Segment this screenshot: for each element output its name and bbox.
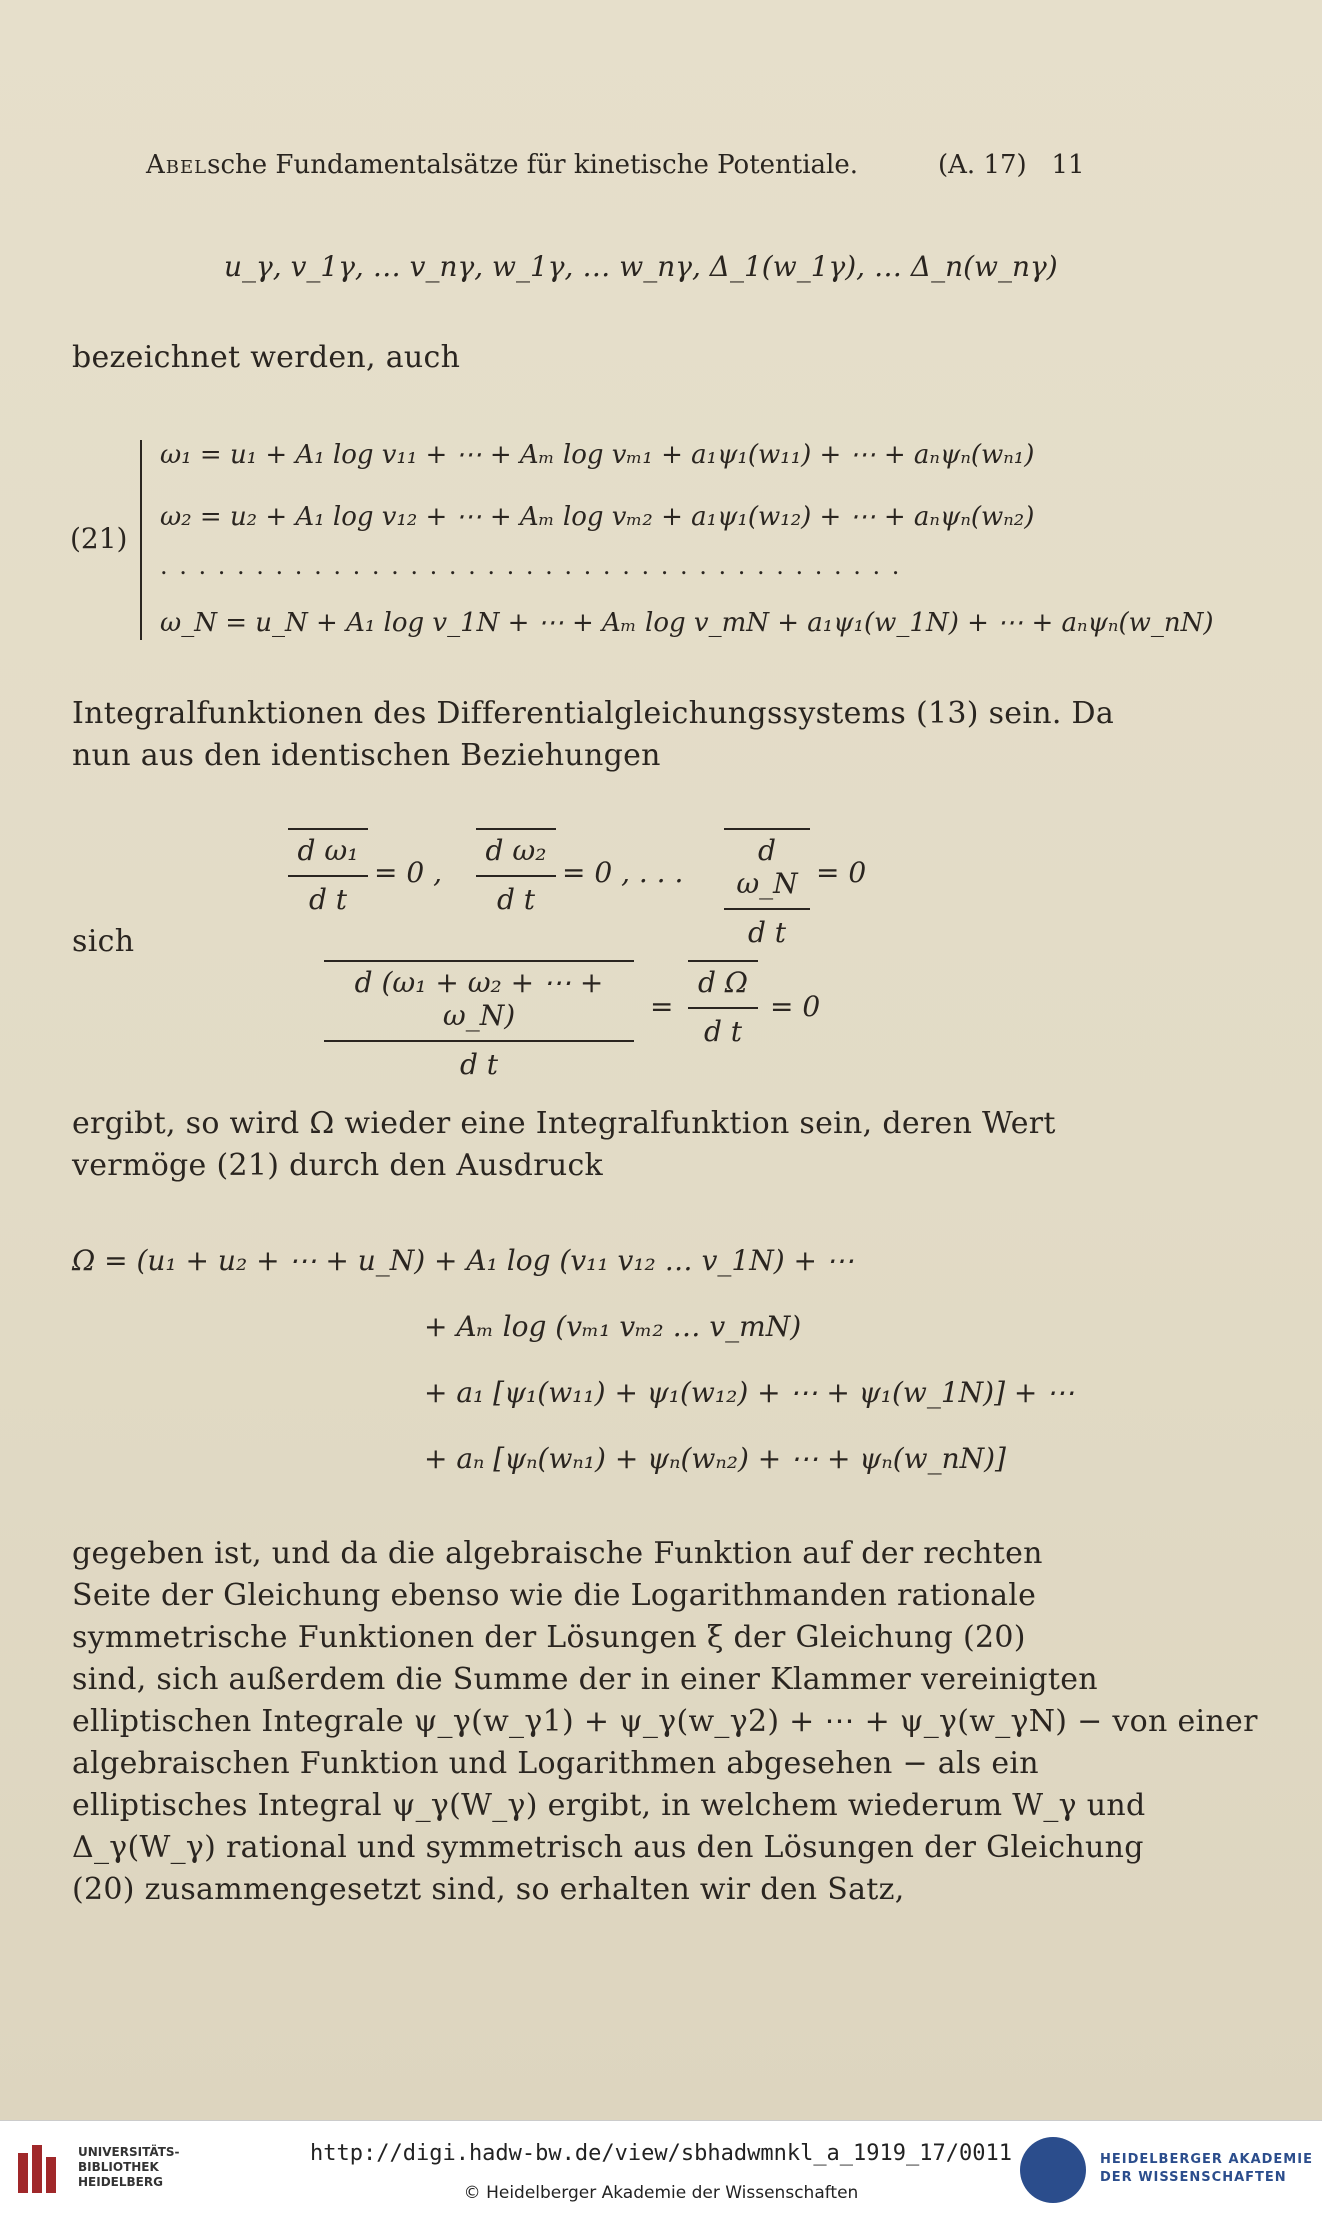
text-sich: sich <box>72 924 135 959</box>
library-name-line: UNIVERSITÄTS- <box>78 2145 180 2159</box>
system-row-N: ω_N = u_N + A₁ log v_1N + ⋯ + Aₘ log v_mN + a₁ψ₁(w_1N) + ⋯ + aₙψₙ(w_nN) <box>160 608 1214 638</box>
fraction-rhs: = 0 , <box>374 856 442 889</box>
omega-line-2: + Aₘ log (vₘ₁ vₘ₂ … v_mN) <box>424 1310 802 1343</box>
fraction-denominator: d t <box>496 883 536 916</box>
system-row-2: ω₂ = u₂ + A₁ log v₁₂ + ⋯ + Aₘ log vₘ₂ + a₁ψ₁(w₁₂) + ⋯ + aₙψₙ(wₙ₂) <box>160 502 1035 532</box>
text-para-line-3: symmetrische Funktionen der Lösungen ξ der Gleichung (20) <box>72 1620 1026 1655</box>
academy-name-line: HEIDELBERGER AKADEMIE <box>1100 2152 1313 2167</box>
fraction-denominator: d t <box>308 883 348 916</box>
fraction-rhs: = 0 <box>816 856 867 889</box>
copyright-text: © Heidelberger Akademie der Wissenschaften <box>463 2183 859 2203</box>
top-equation: u_γ, v_1γ, … v_nγ, w_1γ, … w_nγ, Δ_1(w_1γ), … Δ_n(w_nγ) <box>224 250 1058 283</box>
library-name-line: HEIDELBERG <box>78 2175 163 2189</box>
header-title: sche Fundamentalsätze für kinetische Potentiale. <box>207 150 859 180</box>
fraction-omega2 <box>476 828 556 916</box>
text-para-line-4: sind, sich außerdem die Summe der in einer Klammer vereinigten <box>72 1662 1098 1697</box>
fraction-omega1 <box>288 828 368 916</box>
fraction-numerator: d ω_N <box>724 828 810 910</box>
header-author: Abel <box>146 150 208 180</box>
system-row-1: ω₁ = u₁ + A₁ log v₁₁ + ⋯ + Aₘ log vₘ₁ + a₁ψ₁(w₁₁) + ⋯ + aₙψₙ(wₙ₁) <box>160 440 1035 470</box>
text-ergibt: ergibt, so wird Ω wieder eine Integralfunktion sein, deren Wert <box>72 1106 1056 1141</box>
system-brace <box>140 440 156 640</box>
fraction-numerator: d (ω₁ + ω₂ + ⋯ + ω_N) <box>324 960 634 1042</box>
academy-name-line: DER WISSENSCHAFTEN <box>1100 2170 1287 2185</box>
text-para-line-7: elliptisches Integral ψ_γ(W_γ) ergibt, in welchem wiederum W_γ und <box>72 1788 1146 1823</box>
text-para-line-1: gegeben ist, und da die algebraische Funktion auf der rechten <box>72 1536 1043 1571</box>
section-label: (A. 17) <box>938 150 1027 180</box>
page-number: 11 <box>1051 150 1085 180</box>
text-para-line-6: algebraischen Funktion und Logarithmen abgesehen − als ein <box>72 1746 1039 1781</box>
running-header <box>146 150 858 180</box>
fraction-denominator: d t <box>703 1015 743 1048</box>
text-vermoege: vermöge (21) durch den Ausdruck <box>72 1148 604 1183</box>
fraction-numerator: d Ω <box>688 960 758 1009</box>
fraction-d-omega <box>688 960 758 1048</box>
fraction-rhs: = <box>650 990 674 1023</box>
fraction-rhs: = 0 <box>770 990 821 1023</box>
text-para-line-9: (20) zusammengesetzt sind, so erhalten wir den Satz, <box>72 1872 905 1907</box>
text-nun-aus: nun aus den identischen Beziehungen <box>72 738 661 773</box>
academy-name <box>1100 2151 1313 2187</box>
text-para-line-2: Seite der Gleichung ebenso wie die Logarithmanden rationale <box>72 1578 1037 1613</box>
fraction-omegaN <box>724 828 810 949</box>
text-para-line-5: elliptischen Integrale ψ_γ(w_γ1) + ψ_γ(w_γ2) + ⋯ + ψ_γ(w_γN) − von einer <box>72 1704 1258 1739</box>
library-name-line: BIBLIOTHEK <box>78 2160 159 2174</box>
fraction-numerator: d ω₁ <box>288 828 368 877</box>
fraction-denominator: d t <box>459 1048 499 1081</box>
academy-seal-icon <box>1020 2137 1086 2203</box>
fraction-denominator: d t <box>747 916 787 949</box>
fraction-numerator: d ω₂ <box>476 828 556 877</box>
omega-line-4: + aₙ [ψₙ(wₙ₁) + ψₙ(wₙ₂) + ⋯ + ψₙ(w_nN)] <box>424 1442 1006 1475</box>
viewer-footer <box>0 2120 1322 2219</box>
system-row-dots: . . . . . . . . . . . . . . . . . . . . . . . . . . . . . . . . . . . . . . . <box>160 552 902 580</box>
fraction-sum-omega <box>324 960 634 1081</box>
header-right <box>938 150 1085 180</box>
fraction-rhs: = 0 , . . . <box>562 856 684 889</box>
equation-number-21: (21) <box>70 522 128 555</box>
source-url-link[interactable]: http://digi.hadw-bw.de/view/sbhadwmnkl_a_1919_17/0011 <box>310 2141 1012 2166</box>
text-bezeichnet: bezeichnet werden, auch <box>72 340 461 375</box>
omega-line-3: + a₁ [ψ₁(w₁₁) + ψ₁(w₁₂) + ⋯ + ψ₁(w_1N)] + ⋯ <box>424 1376 1075 1409</box>
text-para-line-8: Δ_γ(W_γ) rational und symmetrisch aus den Lösungen der Gleichung <box>72 1830 1144 1865</box>
text-integralfunktionen: Integralfunktionen des Differentialgleichungssystems (13) sein. Da <box>72 696 1115 731</box>
omega-line-1: Ω = (u₁ + u₂ + ⋯ + u_N) + A₁ log (v₁₁ v₁₂ … v_1N) + ⋯ <box>72 1244 854 1277</box>
